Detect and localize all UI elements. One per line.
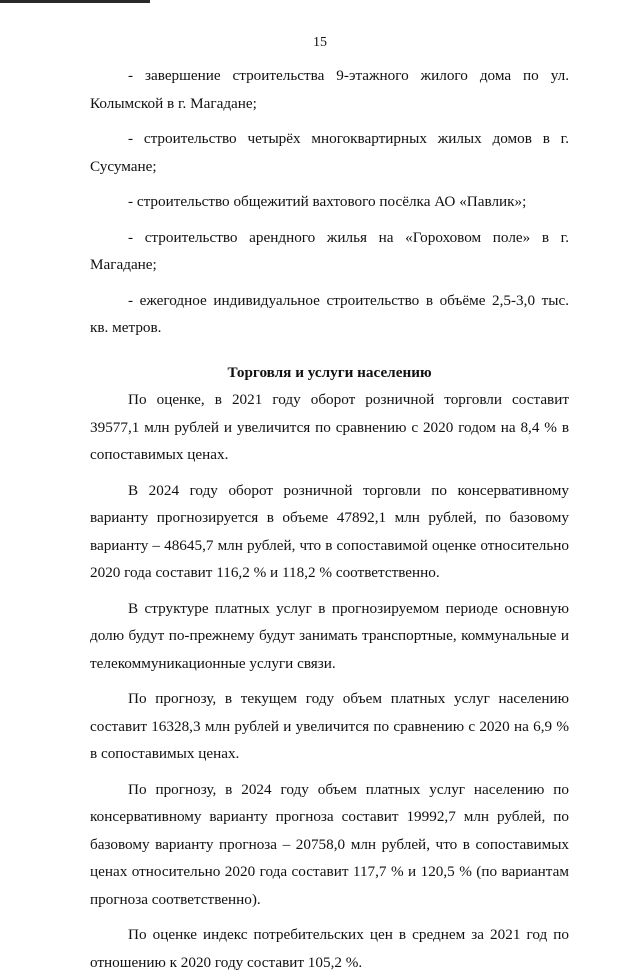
list-item: - строительство общежитий вахтового посёлка АО «Павлик»;	[128, 193, 527, 210]
paragraph: По прогнозу, в текущем году объем платных услуг населению составит 16328,3 млн рублей и увеличится по сравнению с 2020 на 6,9 % в сопоставимых ценах.	[90, 690, 569, 762]
section-heading: Торговля и услуги населению	[227, 363, 432, 381]
page-number: 15	[313, 35, 327, 50]
list-item: - строительство арендного жилья на «Гороховом поле» в г. Магадане;	[90, 228, 569, 273]
paragraph: По оценке индекс потребительских цен в среднем за 2021 год по отношению к 2020 году составит 105,2 %.	[90, 926, 569, 971]
paragraph: В структуре платных услуг в прогнозируемом периоде основную долю будут по-прежнему будут занимать транспортные, коммунальные и телекоммуникационные услуги связи.	[90, 599, 569, 672]
paragraph: По оценке, в 2021 году оборот розничной торговли составит 39577,1 млн рублей и увеличится по сравнению с 2020 годом на 8,4 % в сопоставимых ценах.	[90, 391, 569, 463]
paragraph: По прогнозу, в 2024 году объем платных услуг населению по консервативному варианту прогноза составит 19992,7 млн рублей, по базовому варианту прогноза – 20758,0 млн рублей, что в сопоставимых ценах относительно 2020 года составит 117,7 % и 120,5 % (по вариантам прогноза соответственно).	[90, 780, 569, 908]
list-item: - завершение строительства 9-этажного жилого дома по ул. Колымской в г. Магадане;	[90, 67, 569, 112]
document-body	[90, 62, 569, 976]
list-item: - строительство четырёх многоквартирных жилых домов в г. Сусумане;	[90, 130, 569, 175]
scan-edge-mark	[0, 0, 150, 3]
list-item: - ежегодное индивидуальное строительство в объёме 2,5-3,0 тыс. кв. метров.	[90, 291, 569, 336]
paragraph: В 2024 году оборот розничной торговли по консервативному варианту прогнозируется в объеме 47892,1 млн рублей, по базовому варианту – 48645,7 млн рублей, что в сопоставимой оценке относительно 2020 года составит 116,2 % и 118,2 % соответственно.	[90, 481, 569, 581]
